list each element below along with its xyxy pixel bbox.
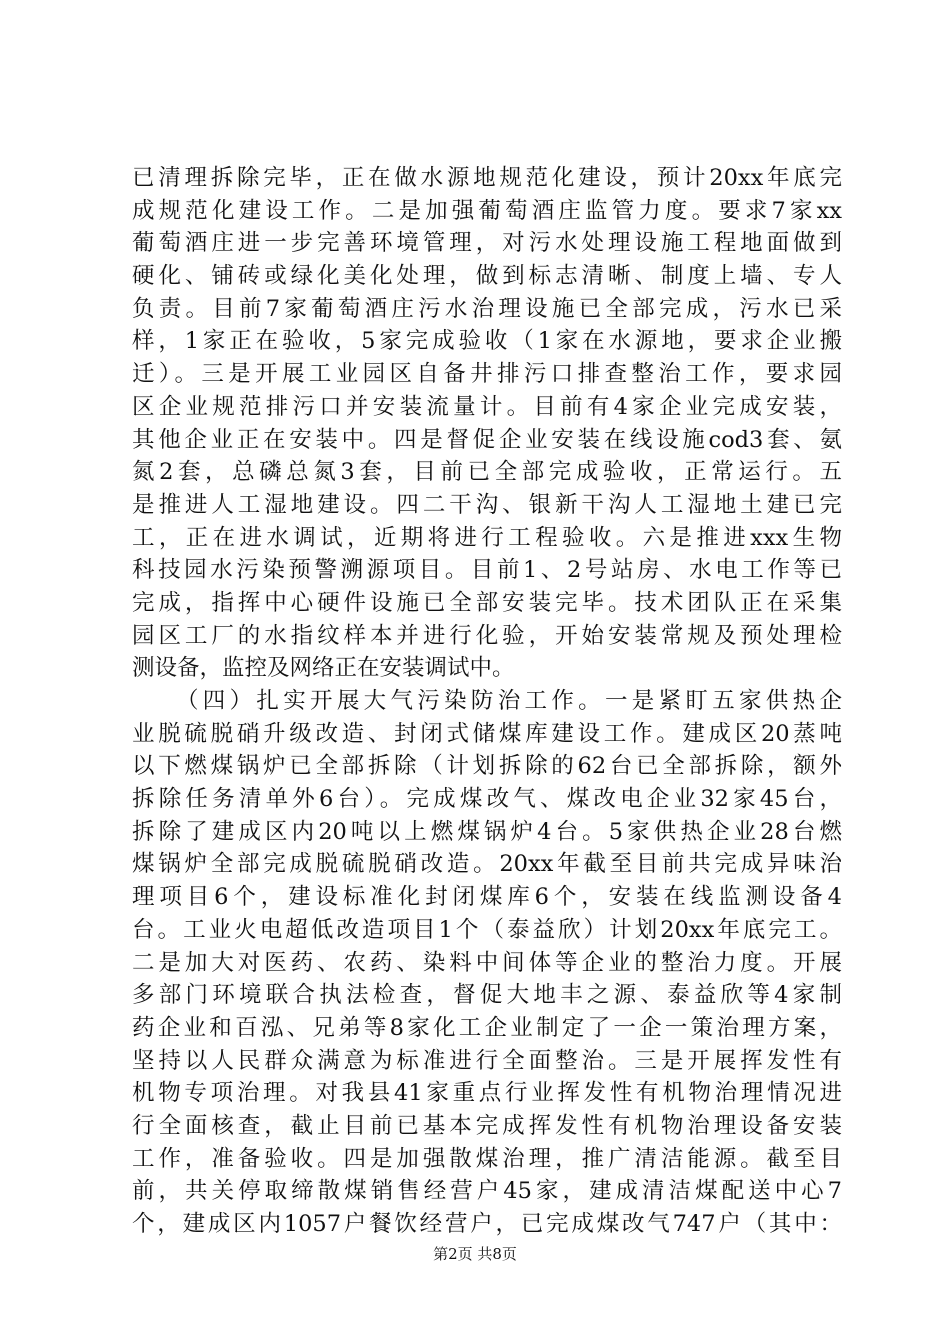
text-line: 迁）。三是开展工业园区自备井排污口排查整治工作，要求园	[132, 361, 842, 388]
text-line: 是推进人工湿地建设。四二干沟、银新干沟人工湿地土建已完	[132, 491, 842, 518]
text-line: 氮2套，总磷总氮3套，目前已全部完成验收，正常运行。五	[132, 459, 842, 486]
text-line: 拆除了建成区内20吨以上燃煤锅炉4台。5家供热企业28台燃	[132, 818, 842, 845]
text-line: 药企业和百泓、兄弟等8家化工企业制定了一企一策治理方案，	[132, 1014, 842, 1041]
text-line: 葡萄酒庄进一步完善环境管理，对污水处理设施工程地面做到	[132, 230, 842, 257]
text-line: 区企业规范排污口并安装流量计。目前有4家企业完成安装，	[132, 393, 842, 420]
text-line: 拆除任务清单外6台）。完成煤改气、煤改电企业32家45台，	[132, 786, 842, 813]
text-line: 完成，指挥中心硬件设施已全部安装完毕。技术团队正在采集	[132, 589, 842, 616]
text-line: 业脱硫脱硝升级改造、封闭式储煤库建设工作。建成区20蒸吨	[132, 720, 842, 747]
text-line: 样，1家正在验收，5家完成验收（1家在水源地，要求企业搬	[132, 328, 842, 355]
text-line: 行全面核查，截止目前已基本完成挥发性有机物治理设备安装	[132, 1112, 842, 1139]
text-line: 已清理拆除完毕，正在做水源地规范化建设，预计20xx年底完	[132, 165, 842, 191]
document-body	[132, 162, 842, 1241]
text-line: 机物专项治理。对我县41家重点行业挥发性有机物治理情况进	[132, 1080, 842, 1107]
text-line: 理项目6个，建设标准化封闭煤库6个，安装在线监测设备4	[132, 884, 842, 911]
text-line: 工作，准备验收。四是加强散煤治理，推广清洁能源。截至目	[132, 1145, 842, 1172]
text-line: 科技园水污染预警溯源项目。目前1、2号站房、水电工作等已	[132, 557, 842, 584]
text-line: 二是加大对医药、农药、染料中间体等企业的整治力度。开展	[132, 949, 842, 976]
paragraph-start-line: （四）扎实开展大气污染防治工作。一是紧盯五家供热企	[176, 688, 842, 714]
text-line: 台。工业火电超低改造项目1个（泰益欣）计划20xx年底完工。	[132, 916, 842, 943]
text-line: 硬化、铺砖或绿化美化处理，做到标志清晰、制度上墙、专人	[132, 263, 842, 290]
text-line: 工，正在进水调试，近期将进行工程验收。六是推进xxx生物	[132, 524, 842, 551]
text-line: 多部门环境联合执法检查，督促大地丰之源、泰益欣等4家制	[132, 982, 842, 1009]
text-line: 前，共关停取缔散煤销售经营户45家，建成清洁煤配送中心7	[132, 1178, 842, 1205]
text-line: 成规范化建设工作。二是加强葡萄酒庄监管力度。要求7家xx	[132, 197, 842, 224]
text-line: 个，建成区内1057户餐饮经营户，已完成煤改气747户（其中：	[132, 1211, 842, 1237]
text-line: 园区工厂的水指纹样本并进行化验，开始安装常规及预处理检	[132, 622, 842, 649]
text-line: 负责。目前7家葡萄酒庄污水治理设施已全部完成，污水已采	[132, 295, 842, 322]
text-line: 煤锅炉全部完成脱硫脱硝改造。20xx年截至目前共完成异味治	[132, 851, 842, 878]
page-number-footer: 第2页 共8页	[433, 1245, 517, 1263]
text-line: 坚持以人民群众满意为标准进行全面整治。三是开展挥发性有	[132, 1047, 842, 1074]
text-line: 测设备，监控及网络正在安装调试中。	[132, 655, 515, 682]
text-line: 其他企业正在安装中。四是督促企业安装在线设施cod3套、氨	[132, 426, 842, 453]
text-line: 以下燃煤锅炉已全部拆除（计划拆除的62台已全部拆除，额外	[132, 753, 842, 780]
